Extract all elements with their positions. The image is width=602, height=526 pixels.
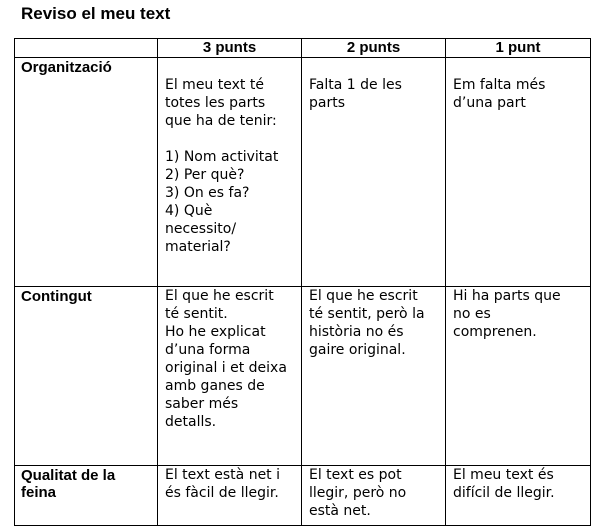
- cell-text: El que he escrit té sentit. Ho he explicat d’una forma original i et deixa amb ganes de saber més detalls.: [165, 288, 287, 430]
- row-label-cell: [15, 466, 158, 526]
- table-cell: [302, 58, 446, 287]
- cell-text: Em falta més d’una part: [453, 77, 546, 111]
- table-cell: [302, 287, 446, 466]
- table-cell: [302, 466, 446, 526]
- cell-text: Falta 1 de les parts: [309, 77, 402, 111]
- row-label: Organització: [21, 59, 112, 76]
- table-cell: [158, 466, 302, 526]
- cell-text: El text està net i és fàcil de llegir.: [165, 467, 281, 501]
- table-header-row: [15, 39, 591, 58]
- header-cell-empty: [15, 39, 158, 58]
- cell-text: El meu text és difícil de llegir.: [453, 467, 555, 501]
- table-row: [15, 287, 591, 466]
- row-label: Qualitat de la feina: [21, 467, 116, 501]
- cell-text: Hi ha parts que no es comprenen.: [453, 288, 561, 340]
- header-cell-1-punt: 1 punt: [446, 39, 591, 58]
- header-cell-3-punts: 3 punts: [158, 39, 302, 58]
- row-label: Contingut: [21, 288, 92, 305]
- table-row: [15, 58, 591, 287]
- table-cell: [446, 287, 591, 466]
- row-label-cell: [15, 58, 158, 287]
- table-row: [15, 466, 591, 526]
- cell-text: El meu text té totes les parts que ha de tenir: 1) Nom activitat 2) Per què? 3) On es fa? 4) Què necessito/ material?: [165, 77, 279, 255]
- rubric-table: [14, 38, 591, 526]
- table-cell: [446, 58, 591, 287]
- row-label-cell: [15, 287, 158, 466]
- cell-text: El text es pot llegir, però no està net.: [309, 467, 407, 519]
- table-cell: [446, 466, 591, 526]
- cell-text: El que he escrit té sentit, però la història no és gaire original.: [309, 288, 425, 358]
- page-title: Reviso el meu text: [21, 4, 171, 23]
- header-cell-2-punts: 2 punts: [302, 39, 446, 58]
- table-cell: [158, 287, 302, 466]
- table-cell: [158, 58, 302, 287]
